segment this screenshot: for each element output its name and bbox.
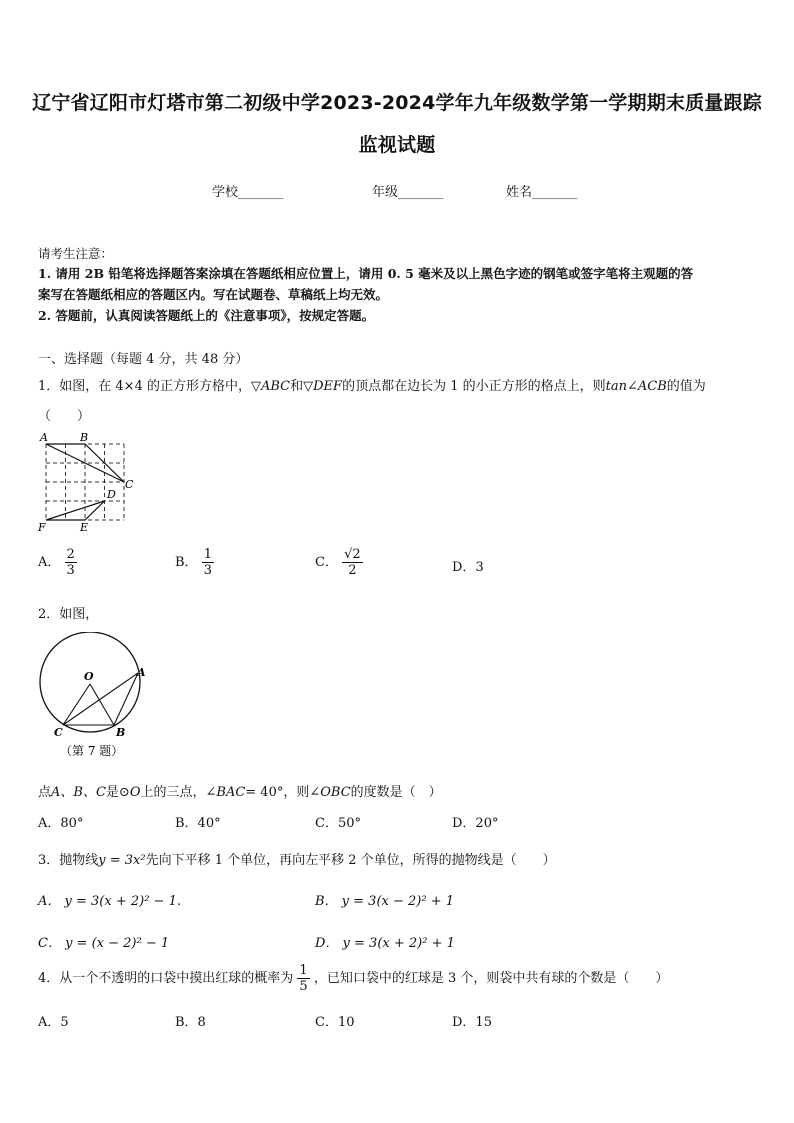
q2-caption: （第 7 题）: [60, 744, 124, 758]
notice-header: 请考生注意：: [38, 246, 114, 261]
notice-item1-line2: 案写在答题纸相应的答题区内。写在试题卷、草稿纸上均无效。: [38, 287, 389, 302]
q2-angle-obc: OBC: [320, 785, 351, 800]
school-field: 学校_______: [212, 185, 284, 200]
q2-question: [38, 781, 442, 800]
q3-expression: y = 3x²: [98, 853, 146, 868]
q2-points-abc: A、B、C: [51, 785, 106, 800]
q4-option-c[interactable]: C．10: [315, 1015, 355, 1030]
q1-option-a-den: 3: [66, 563, 75, 578]
q4-option-a[interactable]: A．5: [38, 1015, 69, 1030]
q4-frac-den: 5: [299, 979, 308, 994]
q3-stem-a: 3．抛物线: [38, 853, 99, 868]
q1-paren: （ ）: [38, 409, 91, 424]
q2-text-e: 上的三点，∠: [140, 785, 217, 800]
q1-label-c: C: [125, 478, 134, 491]
q4-frac-num: 1: [299, 963, 308, 978]
q1-triangle-def: ▽DEF: [303, 379, 343, 394]
q2-label-c: C: [54, 726, 63, 739]
q1-triangle-def-shape: [46, 501, 105, 520]
q2-label-o: O: [84, 670, 94, 683]
q1-option-b-letter: B．: [175, 555, 198, 570]
q1-label-b: B: [80, 431, 89, 444]
q1-tan-acb: tan∠ACB: [605, 379, 667, 394]
q2-option-d[interactable]: D．20°: [452, 816, 499, 831]
notice-item1-line1: 1. 请用 2B 铅笔将选择题答案涂填在答题纸相应位置上，请用 0. 5 毫米及以上黑色字迹的钢笔或签字笔将主观题的答: [38, 266, 694, 281]
q3-option-d[interactable]: D． y = 3(x + 2)² + 1: [315, 936, 455, 951]
q1-option-c-den: 2: [348, 563, 357, 578]
q4-fraction: [297, 963, 309, 994]
q1-option-b-den: 3: [203, 563, 212, 578]
q1-grid-lines: [46, 444, 124, 520]
q2-stem: 2．如图，: [38, 607, 99, 622]
q1-option-b-fraction: [202, 547, 214, 578]
name-field: 姓名_______: [506, 185, 578, 200]
q1-option-b[interactable]: [175, 547, 214, 578]
q1-option-c-fraction: [342, 547, 363, 578]
q3-option-a[interactable]: A． y = 3(x + 2)² − 1.: [38, 894, 181, 909]
q2-text-a: 点: [38, 785, 52, 800]
notice-item2: 2. 答题前，认真阅读答题纸上的《注意事项》，按规定答题。: [38, 308, 375, 323]
q1-option-c[interactable]: [315, 547, 363, 578]
q4-option-d[interactable]: D．15: [452, 1015, 492, 1030]
q1-option-a-num: 2: [66, 547, 75, 562]
q1-option-c-letter: C．: [315, 555, 338, 570]
page-title-line1: 辽宁省辽阳市灯塔市第二初级中学2023-2024学年九年级数学第一学期期末质量跟踪: [32, 92, 762, 114]
q1-option-c-num: √2: [344, 547, 361, 562]
q1-label-f: F: [38, 521, 46, 534]
q1-stem: [38, 375, 706, 394]
q4-option-b[interactable]: B．8: [175, 1015, 206, 1030]
q2-text-g: = 40°，则∠: [245, 785, 321, 800]
q3-option-b[interactable]: B． y = 3(x − 2)² + 1: [315, 894, 455, 909]
q4-stem-a: 4．从一个不透明的口袋中摸出红球的概率为: [38, 971, 294, 986]
q1-option-d[interactable]: [452, 556, 484, 575]
q2-text-c: 是⊙: [105, 785, 130, 800]
q1-label-d: D: [107, 488, 116, 501]
page-title-line2: 监视试题: [358, 134, 436, 156]
q2-circle-o: O: [129, 785, 141, 800]
q3-option-c[interactable]: C． y = (x − 2)² − 1: [38, 936, 170, 951]
q1-option-a[interactable]: [38, 547, 77, 578]
q1-label-a: A: [40, 431, 48, 444]
q1-stem-b: 的顶点都在边长为 1 的小正方形的格点上，则: [342, 379, 606, 394]
q2-label-b: B: [116, 726, 126, 739]
q4-stem-b: ，已知口袋中的红球是 3 个，则袋中共有球的个数是（ ）: [313, 971, 669, 986]
q1-option-a-fraction: [65, 547, 77, 578]
q1-label-e: E: [80, 521, 89, 534]
q2-option-a[interactable]: A．80°: [38, 816, 84, 831]
q1-stem-a: 1．如图，在 4×4 的正方形方格中，: [38, 379, 251, 394]
q2-lines: [63, 673, 138, 725]
q2-angle-bac: BAC: [216, 785, 246, 800]
q4-stem: [38, 963, 668, 994]
q2-option-c[interactable]: C．50°: [315, 816, 361, 831]
q1-option-d-value: 3: [475, 560, 484, 575]
q1-option-a-letter: A．: [38, 555, 61, 570]
q1-stem-c: 的值为: [666, 379, 706, 394]
q1-option-d-letter: D．: [452, 560, 476, 575]
q1-and: 和: [290, 379, 304, 394]
q2-option-b[interactable]: B．40°: [175, 816, 221, 831]
q1-grid-figure: [36, 430, 140, 534]
q2-text-i: 的度数是（ ）: [350, 785, 442, 800]
section-header: 一、选择题（每题 4 分，共 48 分）: [38, 352, 249, 367]
grade-field: 年级_______: [372, 185, 444, 200]
q2-circle-figure: [34, 632, 154, 762]
q2-label-a: A: [137, 666, 146, 679]
q1-option-b-num: 1: [203, 547, 212, 562]
q1-triangle-abc: ▽ABC: [250, 379, 291, 394]
q3-stem: [38, 849, 556, 868]
q3-stem-b: 先向下平移 1 个单位，再向左平移 2 个单位，所得的抛物线是（ ）: [145, 853, 556, 868]
